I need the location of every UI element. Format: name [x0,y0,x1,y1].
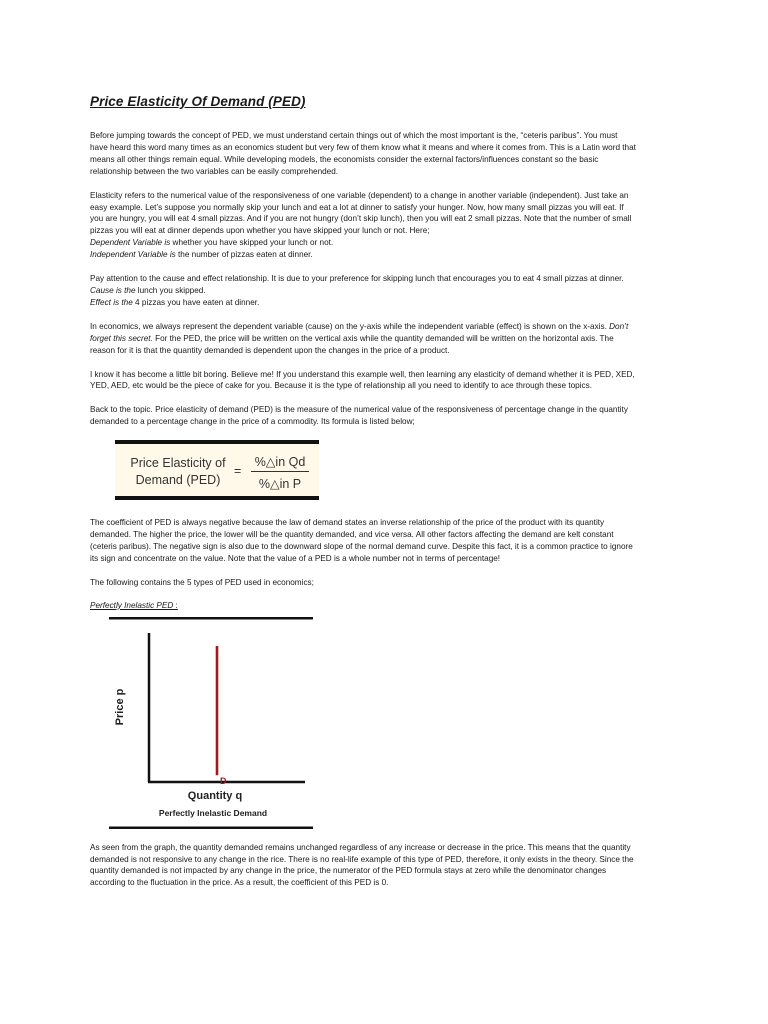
formula-left-side [123,455,233,489]
demand-curve-label: D [220,775,227,786]
chart-title: Perfectly Inelastic Demand [158,807,268,818]
text-line: demanded to a percentage change in the price of a commodity. Its formula is listed below; [90,417,415,427]
text-line: (ceteris paribus). The negative sign is also due to the downward slope of the normal demand curve. Despite this fact, it is a common practice to ignore [90,541,633,551]
effect-label: Effect is the [90,297,133,307]
paragraph-elasticity [90,190,676,261]
cause-line [90,285,676,297]
text-line: The following contains the 5 types of PED used in economics; [90,577,314,587]
paragraph-cause-effect [90,273,676,309]
formula-left-line2: Demand (PED) [135,473,221,488]
x-axis-label: Quantity q [187,789,243,802]
perfectly-inelastic-graph [109,617,313,829]
dependent-variable-line [90,237,676,249]
text-line: pizzas you will eat at dinner depends upon whether you have skipped your lunch or not. Here; [90,226,430,236]
text-line: Pay attention to the cause and effect relationship. It is due to your preference for skipping lunch that encourages you to eat 4 small pizzas at dinner. [90,274,624,284]
text-line: have heard this word many times as an economics student but very few of them know what it means and where it comes from. This is a Latin word that [90,142,636,152]
text-line: As seen from the graph, the quantity demanded remains unchanged regardless of any increase or decrease in the price. This means that the quantity [90,842,631,852]
independent-variable-line [90,249,676,261]
document-page [90,94,676,901]
ped-formula-figure [115,440,319,500]
text-run: In economics, we always represent the dependent variable (cause) on the y-axis while the independent variable (effect) is shown on the x-axis. [90,321,607,331]
ped-formula-box [115,440,319,500]
text-line: easy example. Let’s suppose you normally skip your lunch and eat a lot at dinner to satisfy your hunger. Now, how many small pizzas you will eat. If [90,202,624,212]
text-line: The coefficient of PED is always negative because the law of demand states an inverse relationship of the price of the product with its quantity [90,518,605,528]
formula-equals-sign: = [234,464,242,479]
paragraph-boring [90,369,676,393]
text-line: you are hungry, you will eat 4 small pizzas. And if you are not hungry (don’t skip lunch), then you will eat 2 small pizzas. Note that the number of small [90,214,632,224]
formula-numerator: %△in Qd [254,455,306,470]
text-line: reason for it is that the quantity demanded is dependent upon the changes in the price of a product. [90,345,450,355]
text-line [90,333,676,345]
page-title: Price Elasticity Of Demand (PED) [90,94,306,109]
text-run-italic: forget this secret. [90,333,153,343]
cause-label: Cause is the [90,285,136,295]
independent-variable-text: the number of pizzas eaten at dinner. [175,250,313,260]
series-layer [217,646,227,786]
formula-fraction-bar [251,471,309,472]
formula-left-line1: Price Elasticity of [130,456,226,471]
text-line: I know it has become a little bit boring. Believe me! If you understand this example well, then learning any elasticity of demand whether it is PED, XED, [90,369,635,379]
paragraph-coefficient [90,517,676,565]
text-line: Before jumping towards the concept of PED, we must understand certain things out of which the most important is the, “ceteris paribus”. You must [90,131,618,140]
text-line: demanded. The higher the price, the lower will be the quantity demanded, and vice versa. All other factors affecting the demand are kelt constant [90,530,614,540]
chart-svg [109,617,313,829]
effect-text: 4 pizzas you have eaten at dinner. [132,297,260,307]
paragraph-ped-definition [90,404,676,428]
text-line: according to the fluctuation in the price. As a result, the coefficient of this PED is 0. [90,878,389,888]
text-run: For the PED, the price will be written on the vertical axis while the quantity demanded will be written on the horizontal axis. The [152,333,614,343]
formula-denominator: %△in P [258,477,302,492]
dependent-variable-text: whether you have skipped your lunch or not. [170,238,334,248]
cause-text: lunch you skipped. [135,285,206,295]
effect-line [90,297,676,309]
paragraph-ceteris-paribus [90,130,676,178]
text-line: Back to the topic. Price elasticity of demand (PED) is the measure of the numerical value of the responsiveness of percentage change in the quantity [90,405,628,415]
subheading-colon: : [173,600,178,610]
paragraph-graph-explanation [90,842,676,890]
text-line: YED, AED, etc would be the piece of cake for you. Because it is the type of relationship all you need to identify to ace through these topics. [90,381,593,391]
y-axis-label: Price p [114,688,126,725]
dependent-variable-label: Dependent Variable is [90,238,171,248]
text-line: Elasticity refers to the numerical value of the responsiveness of one variable (dependent) to a change in another variable (independent). Just take an [90,190,629,200]
text-line: means all other things remain equal. While developing models, the economists consider the external factors/influences constant so the basic [90,154,599,164]
text-line: demanded is not responsive to any change in the rice. There is no real-life example of this type of PED, therefore, it only exists in the theory. Since the [90,854,634,864]
text-line [90,321,676,333]
text-line: quantity demanded is not impacted by any change in the price, the numerator of the PED formula stays at zero while the denominator changes [90,866,607,876]
subheading-text: Perfectly Inelastic PED [90,600,174,610]
independent-variable-label: Independent Variable is [90,250,176,260]
subheading-perfectly-inelastic [90,601,676,610]
paragraph-types-intro [90,577,676,589]
text-line: relationship between the two variables can be easily comprehended. [90,166,339,176]
text-line: its sign and concentrate on the value. Note that the value of a PED is a whole number not in terms of percentage! [90,553,501,563]
text-run-italic: Don’t [606,321,629,331]
paragraph-axes [90,321,676,357]
